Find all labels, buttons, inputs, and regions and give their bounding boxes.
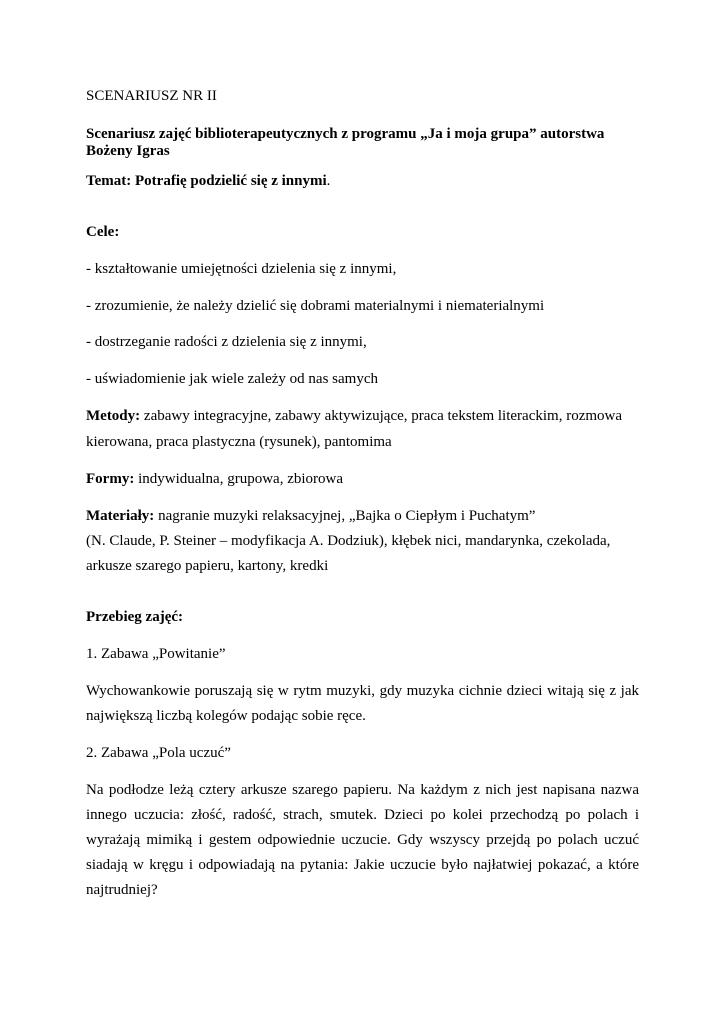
- activity-1-line-2: największą liczbą kolegów podając sobie ręce.: [86, 708, 366, 724]
- activity-2-line-2: innego uczucia: złość, radość, strach, smutek. Dzieci po kolei przechodzą po polach i: [86, 807, 639, 823]
- forms-value: indywidualna, grupowa, zbiorowa: [134, 471, 344, 487]
- topic-text: Temat: Potrafię podzielić się z innymi: [86, 173, 327, 189]
- subtitle-line-1: Scenariusz zajęć biblioterapeutycznych z programu „Ja i moja grupa” autorstwa: [86, 126, 605, 142]
- methods-line-2: kierowana, praca plastyczna (rysunek), pantomima: [86, 434, 392, 450]
- methods-line-1: [86, 407, 622, 425]
- topic: [86, 172, 330, 190]
- forms: [86, 470, 343, 488]
- activity-1-line-1: Wychowankowie poruszają się w rytm muzyki, gdy muzyka cichnie dzieci witają się z jak: [86, 683, 639, 699]
- methods-text: zabawy integracyjne, zabawy aktywizujące, praca tekstem literackim, rozmowa: [140, 408, 623, 424]
- goal-item: - kształtowanie umiejętności dzielenia się z innymi,: [86, 261, 397, 277]
- materials-line-3: arkusze szarego papieru, kartony, kredki: [86, 558, 329, 574]
- activity-2-title: 2. Zabawa „Pola uczuć”: [86, 745, 231, 761]
- goal-item: - dostrzeganie radości z dzielenia się z innymi,: [86, 334, 367, 350]
- scenario-number: SCENARIUSZ NR II: [86, 88, 217, 104]
- materials-line-1: [86, 507, 535, 525]
- activity-2-line-3: wyrażają mimiką i gestem odpowiednie uczucie. Gdy wszyscy przejdą po polach uczuć: [86, 832, 639, 848]
- goal-item: - uświadomienie jak wiele zależy od nas samych: [86, 371, 378, 387]
- goal-item: - zrozumienie, że należy dzielić się dobrami materialnymi i niematerialnymi: [86, 298, 545, 314]
- materials-line-2: (N. Claude, P. Steiner – modyfikacja A. Dodziuk), kłębek nici, mandarynka, czekolada,: [86, 533, 611, 549]
- forms-label: Formy:: [86, 471, 135, 487]
- activity-1-title: 1. Zabawa „Powitanie”: [86, 646, 226, 662]
- methods-label: Metody:: [86, 408, 141, 424]
- course-heading: Przebieg zajęć:: [86, 609, 184, 625]
- activity-2-line-5: najtrudniej?: [86, 882, 158, 898]
- topic-period: .: [326, 173, 331, 189]
- subtitle-line-2: Bożeny Igras: [86, 143, 170, 159]
- materials-text: nagranie muzyki relaksacyjnej, „Bajka o Ciepłym i Puchatym”: [154, 508, 536, 524]
- document-page: [86, 0, 640, 1024]
- goals-heading: Cele:: [86, 224, 120, 240]
- activity-2-line-4: siadają w kręgu i odpowiadają na pytania: Jakie uczucie było najłatwiej pokazać, a które: [86, 857, 639, 873]
- activity-2-line-1: Na podłodze leżą cztery arkusze szarego papieru. Na każdym z nich jest napisana nazwa: [86, 782, 639, 798]
- materials-label: Materiały:: [86, 508, 155, 524]
